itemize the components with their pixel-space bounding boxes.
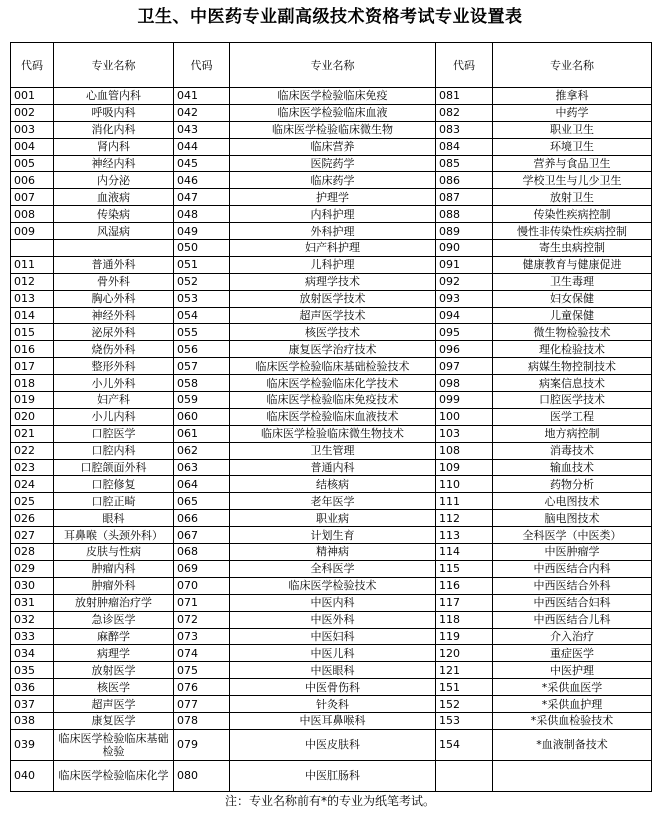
table-row [11,577,652,594]
specialty-name-cell: *血液制备技术 [493,729,652,760]
specialty-name-cell: 心血管内科 [54,88,174,105]
specialty-name-cell: 皮肤与性病 [54,544,174,561]
specialty-name-cell: 临床药学 [230,172,436,189]
code-cell: 075 [174,662,230,679]
specialty-name-cell: 中医皮肤科 [230,729,436,760]
specialty-name-cell: 普通外科 [54,256,174,273]
code-cell: 021 [11,425,54,442]
code-cell: 077 [174,696,230,713]
table-row [11,662,652,679]
table-row [11,408,652,425]
table-row [11,104,652,121]
code-cell: 008 [11,206,54,223]
code-cell: 050 [174,240,230,257]
specialty-name-cell: 放射医学 [54,662,174,679]
specialty-name-cell: 临床医学检验临床微生物 [230,121,436,138]
code-cell: 060 [174,408,230,425]
specialty-name-cell: 口腔正畸 [54,493,174,510]
specialty-name-cell: 儿童保健 [493,307,652,324]
code-cell: 108 [436,442,493,459]
specialty-name-cell: 泌尿外科 [54,324,174,341]
specialty-name-cell: 超声医学技术 [230,307,436,324]
specialty-name-cell: 妇女保健 [493,290,652,307]
specialty-name-cell: *采供血医学 [493,679,652,696]
code-cell: 001 [11,88,54,105]
table-row [11,358,652,375]
specialty-name-cell: 病理学 [54,645,174,662]
code-cell: 074 [174,645,230,662]
code-cell: 007 [11,189,54,206]
specialty-name-cell: 呼吸内科 [54,104,174,121]
specialty-name-cell: 血液病 [54,189,174,206]
code-cell: 019 [11,392,54,409]
specialty-name-cell: 微生物检验技术 [493,324,652,341]
code-cell: 055 [174,324,230,341]
code-cell: 003 [11,121,54,138]
specialty-name-cell: 核医学 [54,679,174,696]
table-row [11,138,652,155]
table-row [11,273,652,290]
code-cell: 083 [436,121,493,138]
specialty-name-cell: 医学工程 [493,408,652,425]
specialty-name-cell: 传染性疾病控制 [493,206,652,223]
code-cell: 051 [174,256,230,273]
code-cell: 048 [174,206,230,223]
table-row [11,544,652,561]
specialty-name-cell: *采供血检验技术 [493,712,652,729]
specialty-name-cell: 卫生管理 [230,442,436,459]
specialty-name-cell: 药物分析 [493,476,652,493]
specialty-name-cell: 中医外科 [230,611,436,628]
code-cell [436,760,493,791]
code-cell: 045 [174,155,230,172]
specialty-name-cell: 中西医结合外科 [493,577,652,594]
code-cell: 085 [436,155,493,172]
table-row [11,206,652,223]
table-row [11,375,652,392]
specialty-name-cell: *采供血护理 [493,696,652,713]
code-cell: 017 [11,358,54,375]
specialty-name-cell [54,240,174,257]
code-cell: 116 [436,577,493,594]
code-cell: 103 [436,425,493,442]
header-code-3: 代码 [436,43,493,88]
specialty-name-cell: 卫生毒理 [493,273,652,290]
code-cell: 054 [174,307,230,324]
table-row [11,392,652,409]
specialty-name-cell: 整形外科 [54,358,174,375]
code-cell: 039 [11,729,54,760]
code-cell: 030 [11,577,54,594]
specialty-name-cell: 风湿病 [54,223,174,240]
code-cell: 115 [436,560,493,577]
code-cell: 034 [11,645,54,662]
table-row [11,88,652,105]
specialty-name-cell: 职业病 [230,510,436,527]
code-cell: 028 [11,544,54,561]
specialty-name-cell: 妇产科护理 [230,240,436,257]
code-cell: 041 [174,88,230,105]
specialty-name-cell: 地方病控制 [493,425,652,442]
code-cell: 094 [436,307,493,324]
code-cell: 112 [436,510,493,527]
specialty-name-cell: 放射医学技术 [230,290,436,307]
code-cell: 079 [174,729,230,760]
code-cell: 031 [11,594,54,611]
specialty-name-cell: 消化内科 [54,121,174,138]
code-cell: 042 [174,104,230,121]
code-cell: 070 [174,577,230,594]
code-cell: 004 [11,138,54,155]
code-cell: 052 [174,273,230,290]
footnote: 注：专业名称前有*的专业为纸笔考试。 [224,794,435,808]
specialty-name-cell: 学校卫生与儿少卫生 [493,172,652,189]
table-row [11,611,652,628]
specialty-name-cell: 口腔修复 [54,476,174,493]
table-row [11,712,652,729]
specialty-name-cell: 传染病 [54,206,174,223]
specialty-name-cell: 护理学 [230,189,436,206]
specialty-name-cell: 输血技术 [493,459,652,476]
code-cell: 049 [174,223,230,240]
code-cell: 119 [436,628,493,645]
specialty-name-cell: 超声医学 [54,696,174,713]
specialty-name-cell: 临床医学检验技术 [230,577,436,594]
code-cell: 027 [11,527,54,544]
specialty-name-cell: 临床医学检验临床血液技术 [230,408,436,425]
code-cell: 044 [174,138,230,155]
code-cell: 005 [11,155,54,172]
table-row [11,560,652,577]
specialty-name-cell: 脑电图技术 [493,510,652,527]
code-cell: 063 [174,459,230,476]
page-title: 卫生、中医药专业副高级技术资格考试专业设置表 [137,7,523,27]
specialty-name-cell: 放射肿瘤治疗学 [54,594,174,611]
code-cell: 056 [174,341,230,358]
code-cell: 073 [174,628,230,645]
code-cell: 064 [174,476,230,493]
specialty-name-cell: 临床医学检验临床化学技术 [230,375,436,392]
table-row [11,189,652,206]
specialty-name-cell: 儿科护理 [230,256,436,273]
code-cell: 151 [436,679,493,696]
table-row [11,172,652,189]
specialty-name-cell: 外科护理 [230,223,436,240]
table-row [11,760,652,791]
code-cell: 029 [11,560,54,577]
specialty-name-cell: 内分泌 [54,172,174,189]
specialty-name-cell: 内科护理 [230,206,436,223]
code-cell: 081 [436,88,493,105]
specialty-name-cell: 口腔医学 [54,425,174,442]
code-cell: 040 [11,760,54,791]
specialty-name-cell: 推拿科 [493,88,652,105]
specialty-name-cell: 肿瘤外科 [54,577,174,594]
specialty-name-cell: 临床医学检验临床免疫技术 [230,392,436,409]
specialty-name-cell: 普通内科 [230,459,436,476]
code-cell: 154 [436,729,493,760]
specialty-name-cell: 临床医学检验临床基础检验技术 [230,358,436,375]
specialty-name-cell: 中医妇科 [230,628,436,645]
code-cell: 061 [174,425,230,442]
specialty-name-cell: 骨外科 [54,273,174,290]
specialty-name-cell: 重症医学 [493,645,652,662]
code-cell: 068 [174,544,230,561]
code-cell: 067 [174,527,230,544]
header-code-2: 代码 [174,43,230,88]
specialty-name-cell: 病理学技术 [230,273,436,290]
specialty-name-cell: 职业卫生 [493,121,652,138]
code-cell: 035 [11,662,54,679]
code-cell: 091 [436,256,493,273]
code-cell: 009 [11,223,54,240]
table-row [11,240,652,257]
specialty-name-cell: 中药学 [493,104,652,121]
specialty-name-cell: 中西医结合儿科 [493,611,652,628]
table-row [11,256,652,273]
table-row [11,459,652,476]
specialty-name-cell: 小儿内科 [54,408,174,425]
code-cell: 043 [174,121,230,138]
specialty-name-cell: 口腔医学技术 [493,392,652,409]
table-row [11,594,652,611]
specialty-name-cell: 全科医学（中医类） [493,527,652,544]
table-row [11,324,652,341]
code-cell: 111 [436,493,493,510]
specialty-name-cell: 临床营养 [230,138,436,155]
code-cell: 057 [174,358,230,375]
specialty-name-cell: 临床医学检验临床化学 [54,760,174,791]
code-cell: 053 [174,290,230,307]
specialty-name-cell: 病案信息技术 [493,375,652,392]
specialty-name-cell: 神经外科 [54,307,174,324]
code-cell: 078 [174,712,230,729]
code-cell: 037 [11,696,54,713]
specialty-name-cell: 烧伤外科 [54,341,174,358]
code-cell [11,240,54,257]
code-cell: 020 [11,408,54,425]
code-cell: 117 [436,594,493,611]
header-name-3: 专业名称 [493,43,652,88]
code-cell: 109 [436,459,493,476]
code-cell: 033 [11,628,54,645]
table-row [11,679,652,696]
code-cell: 066 [174,510,230,527]
code-cell: 026 [11,510,54,527]
specialty-name-cell: 麻醉学 [54,628,174,645]
code-cell: 013 [11,290,54,307]
table-row [11,121,652,138]
specialty-name-cell: 中医肿瘤学 [493,544,652,561]
specialty-name-cell: 口腔内科 [54,442,174,459]
table-row [11,729,652,760]
code-cell: 113 [436,527,493,544]
code-cell: 002 [11,104,54,121]
specialty-name-cell: 中西医结合妇科 [493,594,652,611]
table-row [11,155,652,172]
specialty-name-cell: 理化检验技术 [493,341,652,358]
specialty-name-cell: 小儿外科 [54,375,174,392]
code-cell: 086 [436,172,493,189]
specialty-name-cell: 临床医学检验临床免疫 [230,88,436,105]
specialty-name-cell: 肾内科 [54,138,174,155]
code-cell: 120 [436,645,493,662]
specialty-name-cell: 计划生育 [230,527,436,544]
table-row [11,493,652,510]
code-cell: 082 [436,104,493,121]
table-header-row [11,43,652,88]
specialty-name-cell: 老年医学 [230,493,436,510]
code-cell: 038 [11,712,54,729]
specialty-name-cell: 环境卫生 [493,138,652,155]
specialty-name-cell: 肿瘤内科 [54,560,174,577]
specialty-name-cell: 慢性非传染性疾病控制 [493,223,652,240]
code-cell: 118 [436,611,493,628]
code-cell: 087 [436,189,493,206]
specialty-name-cell: 核医学技术 [230,324,436,341]
table-row [11,696,652,713]
specialty-name-cell: 精神病 [230,544,436,561]
specialty-name-cell: 口腔颌面外科 [54,459,174,476]
specialty-name-cell: 中医护理 [493,662,652,679]
specialty-name-cell: 耳鼻喉（头颈外科） [54,527,174,544]
table-row [11,307,652,324]
table-body [11,88,652,792]
header-name-2: 专业名称 [230,43,436,88]
code-cell: 046 [174,172,230,189]
specialty-name-cell: 中医耳鼻喉科 [230,712,436,729]
specialty-name-cell: 中医内科 [230,594,436,611]
code-cell: 092 [436,273,493,290]
table-row [11,476,652,493]
code-cell: 058 [174,375,230,392]
specialty-name-cell: 寄生虫病控制 [493,240,652,257]
code-cell: 059 [174,392,230,409]
code-cell: 065 [174,493,230,510]
specialty-name-cell: 临床医学检验临床血液 [230,104,436,121]
table-row [11,425,652,442]
specialty-name-cell: 临床医学检验临床基础检验 [54,729,174,760]
specialty-name-cell: 针灸科 [230,696,436,713]
code-cell: 036 [11,679,54,696]
specialty-name-cell: 中医眼科 [230,662,436,679]
code-cell: 114 [436,544,493,561]
code-cell: 110 [436,476,493,493]
table-row [11,527,652,544]
code-cell: 006 [11,172,54,189]
specialty-name-cell: 全科医学 [230,560,436,577]
specialty-name-cell: 康复医学 [54,712,174,729]
code-cell: 093 [436,290,493,307]
code-cell: 098 [436,375,493,392]
specialty-name-cell: 妇产科 [54,392,174,409]
code-cell: 016 [11,341,54,358]
specialty-name-cell: 中医儿科 [230,645,436,662]
code-cell: 069 [174,560,230,577]
specialty-name-cell: 心电图技术 [493,493,652,510]
code-cell: 099 [436,392,493,409]
code-cell: 084 [436,138,493,155]
specialty-name-cell: 结核病 [230,476,436,493]
specialty-name-cell: 放射卫生 [493,189,652,206]
specialty-name-cell: 中医肛肠科 [230,760,436,791]
table-row [11,628,652,645]
code-cell: 022 [11,442,54,459]
code-cell: 011 [11,256,54,273]
specialty-name-cell: 康复医学治疗技术 [230,341,436,358]
header-code-1: 代码 [11,43,54,88]
code-cell: 024 [11,476,54,493]
code-cell: 023 [11,459,54,476]
code-cell: 080 [174,760,230,791]
code-cell: 153 [436,712,493,729]
table-row [11,510,652,527]
specialty-name-cell: 临床医学检验临床微生物技术 [230,425,436,442]
code-cell: 012 [11,273,54,290]
specialty-name-cell: 眼科 [54,510,174,527]
code-cell: 152 [436,696,493,713]
code-cell: 014 [11,307,54,324]
specialty-table [10,42,652,792]
code-cell: 090 [436,240,493,257]
table-row [11,442,652,459]
code-cell: 100 [436,408,493,425]
table-row [11,341,652,358]
specialty-name-cell: 病媒生物控制技术 [493,358,652,375]
code-cell: 047 [174,189,230,206]
code-cell: 088 [436,206,493,223]
code-cell: 076 [174,679,230,696]
code-cell: 018 [11,375,54,392]
table-row [11,223,652,240]
code-cell: 089 [436,223,493,240]
specialty-name-cell: 营养与食品卫生 [493,155,652,172]
code-cell: 071 [174,594,230,611]
specialty-name-cell: 介入治疗 [493,628,652,645]
header-name-1: 专业名称 [54,43,174,88]
specialty-name-cell: 急诊医学 [54,611,174,628]
code-cell: 072 [174,611,230,628]
specialty-name-cell: 胸心外科 [54,290,174,307]
code-cell: 025 [11,493,54,510]
specialty-name-cell: 中医骨伤科 [230,679,436,696]
specialty-name-cell: 医院药学 [230,155,436,172]
code-cell: 097 [436,358,493,375]
specialty-name-cell [493,760,652,791]
code-cell: 121 [436,662,493,679]
specialty-name-cell: 神经内科 [54,155,174,172]
table-row [11,290,652,307]
code-cell: 095 [436,324,493,341]
code-cell: 015 [11,324,54,341]
specialty-name-cell: 健康教育与健康促进 [493,256,652,273]
specialty-name-cell: 消毒技术 [493,442,652,459]
table-row [11,645,652,662]
code-cell: 032 [11,611,54,628]
code-cell: 062 [174,442,230,459]
code-cell: 096 [436,341,493,358]
specialty-name-cell: 中西医结合内科 [493,560,652,577]
